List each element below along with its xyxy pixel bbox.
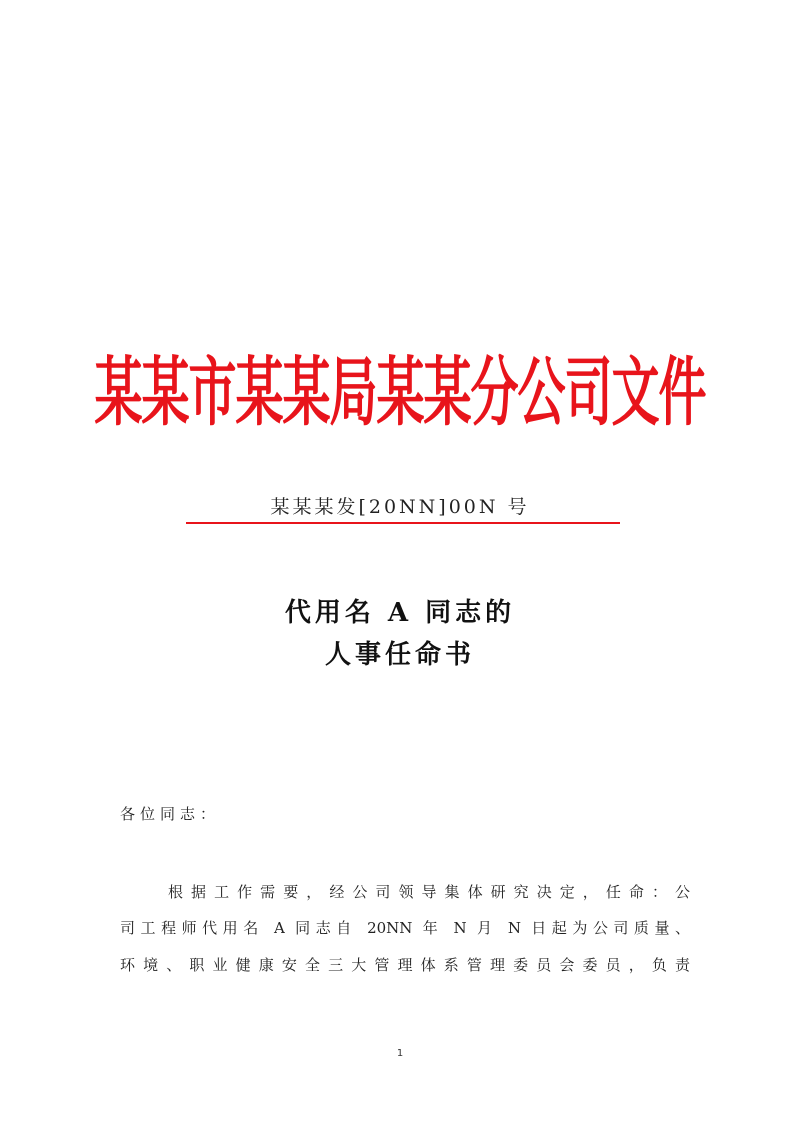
salutation: 各位同志： [120, 805, 221, 823]
masthead-divider [186, 522, 620, 524]
body-paragraph-line: 根据工作需要，经公司领导集体研究决定，任命：公 [168, 883, 690, 901]
document-title-line-1: 代用名 A 同志的 [284, 598, 516, 628]
body-paragraph-line: 司工程师代用名 A 同志自 20NN 年 N 月 N 日起为公司质量、 [120, 919, 690, 937]
document-title-line-2: 人事任命书 [324, 640, 475, 670]
page-number: 1 [396, 1048, 404, 1059]
document-masthead: 某某市某某局某某分公司文件 [94, 349, 706, 437]
body-paragraph-line: 环境、职业健康安全三大管理体系管理委员会委员，负责 [120, 956, 690, 974]
document-number: 某某某发[20NN]00N 号 [270, 496, 530, 518]
